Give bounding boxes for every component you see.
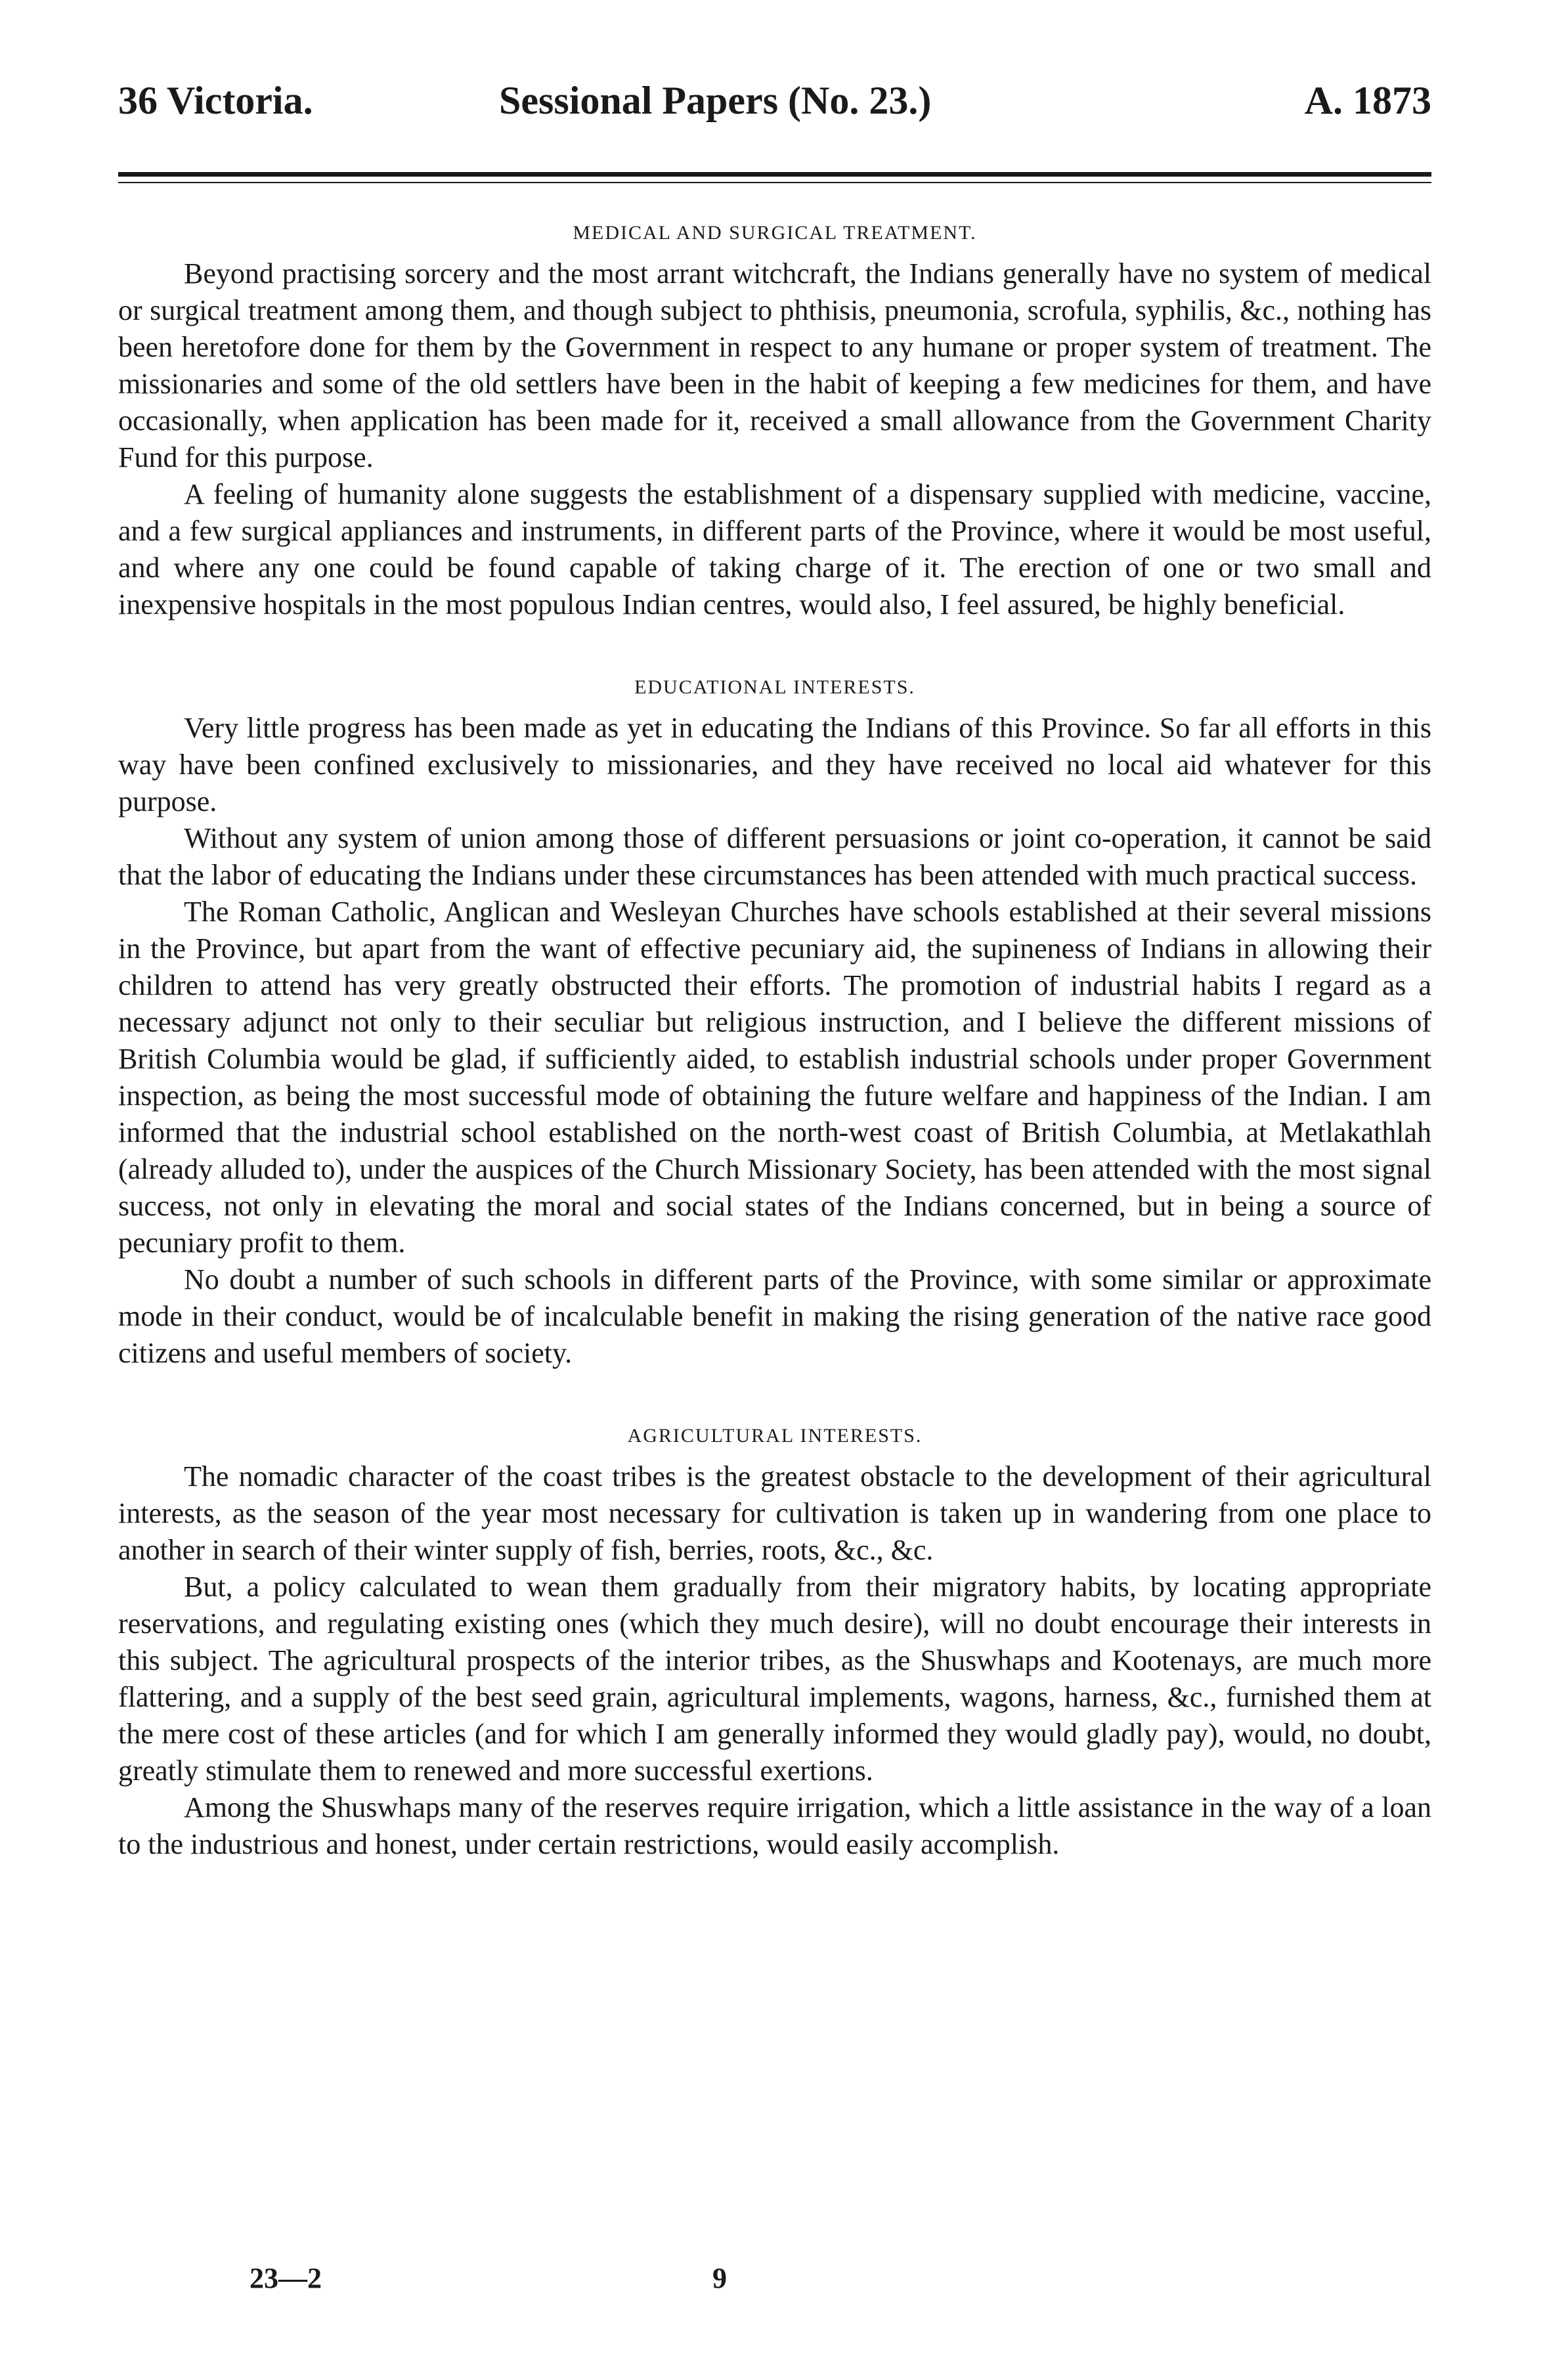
section-medical [118, 220, 1431, 623]
section-heading: AGRICULTURAL INTERESTS. [627, 1425, 923, 1447]
running-header [118, 71, 1431, 130]
document-body [118, 220, 1431, 1863]
paragraph: The nomadic character of the coast tribes is the greatest obstacle to the development of their agricultural interests, as the season of the year most necessary for cultivation is taken up in wandering from one place to another in search of their winter supply of fish, berries, roots, &c., &c. [118, 1460, 1431, 1566]
header-volume: 36 Victoria. [118, 79, 313, 122]
header-rule [118, 172, 1431, 183]
paragraph: A feeling of humanity alone suggests the establishment of a dispensary supplied with medicine, vaccine, and a few surgical appliances and instruments, in different parts of the Province, where it would be most useful, and where any one could be found capable of taking charge of it. The erection of one or two small and inexpensive hospitals in the most populous Indian centres, would also, I feel assured, be highly beneficial. [118, 478, 1431, 621]
paragraph: Among the Shuswhaps many of the reserves require irrigation, which a little assistance in the way of a loan to the industrious and honest, under certain restrictions, would easily accomplish. [118, 1791, 1431, 1860]
paragraph: Very little progress has been made as yet in educating the Indians of this Province. So far all efforts in this way have been confined exclusively to missionaries, and they have received no local aid whatever for this purpose. [118, 712, 1431, 818]
printer-signature: 23—2 [250, 2262, 322, 2294]
header-year: A. 1873 [1304, 79, 1431, 122]
page-footer [118, 2259, 1431, 2298]
header-sessional-papers: Sessional Papers (No. 23.) [499, 79, 932, 122]
page-number: 9 [712, 2262, 727, 2294]
paragraph: The Roman Catholic, Anglican and Wesleyan Churches have schools established at their several missions in the Province, but apart from the want of effective pecuniary aid, the supineness of Indians in allowing their children to attend has very greatly obstructed their efforts. The promotion of industrial habits I regard as a necessary adjunct not only to their seculiar but religious instruction, and I believe the different missions of British Columbia would be glad, if sufficiently aided, to establish industrial schools under proper Government inspection, as being the most successful mode of obtaining the future welfare and happiness of the Indian. I am informed that the industrial school established on the north-west coast of British Columbia, at Metlakathlah (already alluded to), under the auspices of the Church Missionary Society, has been attended with the most signal success, not only in elevating the moral and social states of the Indians concerned, but in being a source of pecuniary profit to them. [118, 896, 1431, 1259]
section-spacer [118, 1372, 1431, 1423]
section-educational [118, 674, 1431, 1372]
paragraph: But, a policy calculated to wean them gradually from their migratory habits, by locating appropriate reservations, and regulating existing ones (which they much desire), will no doubt encourage their interests in this subject. The agricultural prospects of the interior tribes, as the Shuswhaps and Kootenays, are much more flattering, and a supply of the best seed grain, agricultural implements, wagons, harness, &c., furnished them at the mere cost of these articles (and for which I am generally informed they would gladly pay), would, no doubt, greatly stimulate them to renewed and more successful exertions. [118, 1571, 1431, 1787]
paragraph: No doubt a number of such schools in different parts of the Province, with some similar or approximate mode in their conduct, would be of incalculable benefit in making the rising generation of the native race good citizens and useful members of society. [118, 1263, 1431, 1369]
section-heading: MEDICAL AND SURGICAL TREATMENT. [573, 222, 977, 244]
document-page [118, 0, 1431, 2377]
paragraph: Without any system of union among those of different persuasions or joint co-operation, it cannot be said that the labor of educating the Indians under these circumstances has been attended with much practical success. [118, 822, 1431, 891]
paragraph: Beyond practising sorcery and the most arrant witchcraft, the Indians generally have no system of medical or surgical treatment among them, and though subject to phthisis, pneumonia, scrofula, syphilis, &c., nothing has been heretofore done for them by the Government in respect to any humane or proper system of treatment. The missionaries and some of the old settlers have been in the habit of keeping a few medicines for them, and have occasionally, when application has been made for it, received a small allowance from the Government Charity Fund for this purpose. [118, 257, 1431, 473]
section-heading: EDUCATIONAL INTERESTS. [634, 676, 915, 698]
section-spacer [118, 623, 1431, 674]
header-rule-thin [118, 182, 1431, 183]
header-rule-thick [118, 172, 1431, 177]
section-agricultural [118, 1423, 1431, 1863]
